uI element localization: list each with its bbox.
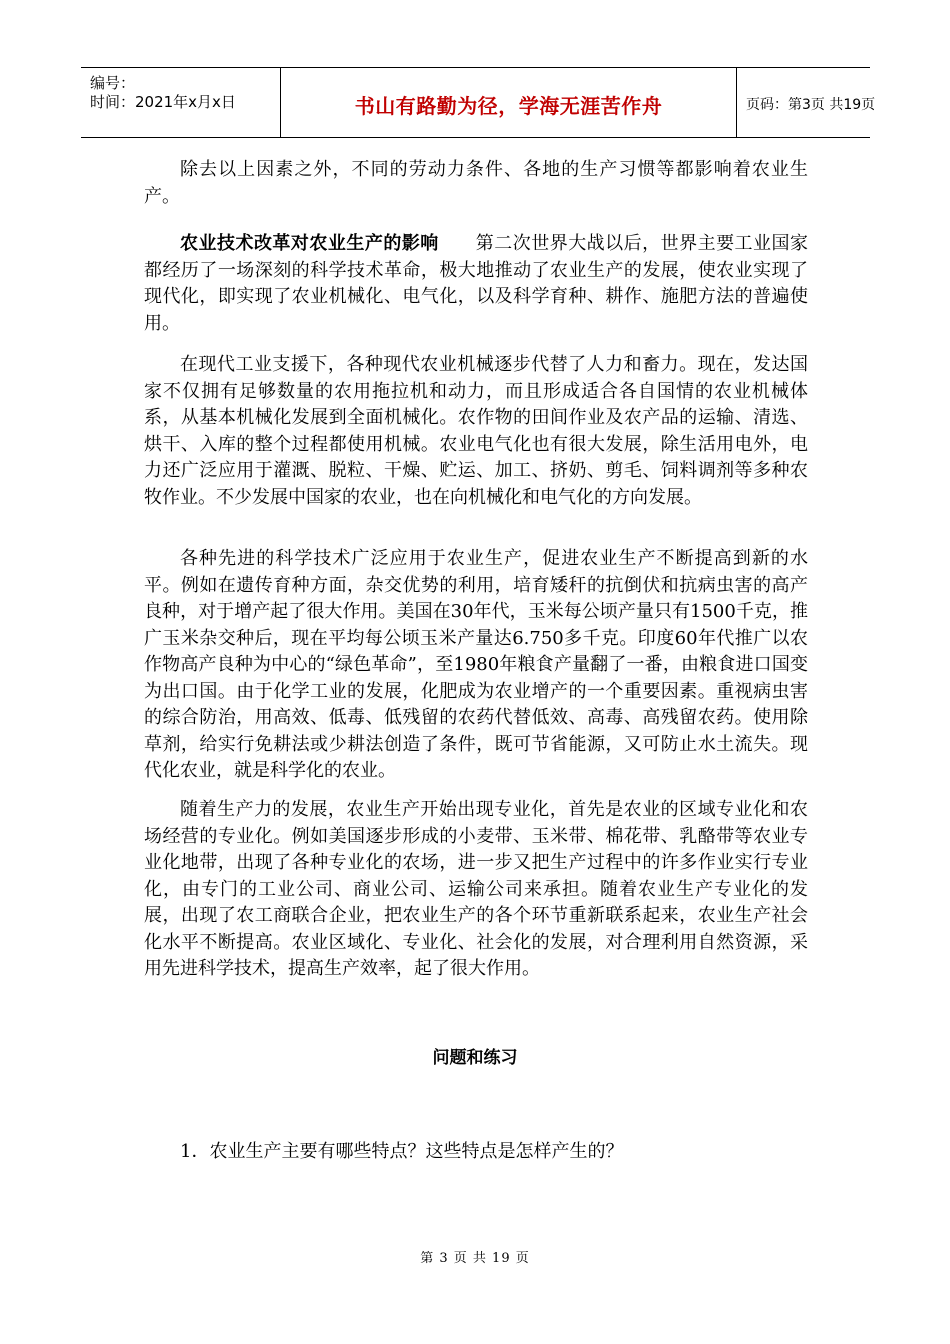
header-table	[81, 67, 876, 138]
inline-heading-tech-reform: 农业技术改革对农业生产的影响	[180, 233, 439, 254]
header-info-cell	[81, 68, 281, 137]
paragraph-tech-reform	[144, 231, 808, 337]
document-date-label: 时间：2021年x月x日	[90, 93, 236, 111]
motto-text: 书山有路勤为径，学海无涯苦作舟	[354, 94, 663, 118]
paragraph-science-tech: 各种先进的科学技术广泛应用于农业生产，促进农业生产不断提高到新的水平。例如在遗传育种方面，杂交优势的利用，培育矮秆的抗倒伏和抗病虫害的高产良种，对于增产起了很大作用。美国在30年代，玉米每公顷产量只有1500千克，推广玉米杂交种后，现在平均每公顷玉米产量达6.750多千克。印度60年代推广以农作物高产良种为中心的“绿色革命”，至1980年粮食产量翻了一番，由粮食进口国变为出口国。由于化学工业的发展，化肥成为农业增产的一个重要因素。重视病虫害的综合防治，用高效、低毒、低残留的农药代替低效、高毒、高残留农药。使用除草剂，给实行免耕法或少耕法创造了条件，既可节省能源，又可防止水土流失。现代化农业，就是科学化的农业。	[144, 548, 808, 781]
question-1: 1．农业生产主要有哪些特点？这些特点是怎样产生的？	[180, 1141, 624, 1162]
section-title: 问题和练习	[432, 1048, 518, 1068]
footer-page-number: 第 3 页 共 19 页	[420, 1251, 530, 1266]
header-page-number: 页码：第3页 共19页	[746, 97, 876, 113]
paragraph-mechanization: 在现代工业支援下，各种现代农业机械逐步代替了人力和畜力。现在，发达国家不仅拥有足够数量的农用拖拉机和动力，而且形成适合各自国情的农业机械体系，从基本机械化发展到全面机械化。农作物的田间作业及农产品的运输、清选、烘干、入库的整个过程都使用机械。农业电气化也有很大发展，除生活用电外，电力还广泛应用于灌溉、脱粒、干燥、贮运、加工、挤奶、剪毛、饲料调剂等多种农牧作业。不少发展中国家的农业，也在向机械化和电气化的方向发展。	[144, 354, 808, 508]
paragraph-specialization: 随着生产力的发展，农业生产开始出现专业化，首先是农业的区域专业化和农场经营的专业化。例如美国逐步形成的小麦带、玉米带、棉花带、乳酪带等农业专业化地带，出现了各种专业化的农场，进一步又把生产过程中的许多作业实行专业化，由专门的工业公司、商业公司、运输公司来承担。随着农业生产专业化的发展，出现了农工商联合企业，把农业生产的各个环节重新联系起来，农业生产社会化水平不断提高。农业区域化、专业化、社会化的发展，对合理利用自然资源，采用先进科学技术，提高生产效率，起了很大作用。	[144, 799, 808, 979]
header-motto-cell	[281, 68, 737, 137]
header-page-cell	[737, 68, 876, 137]
paragraph-other-factors: 除去以上因素之外，不同的劳动力条件、各地的生产习惯等都影响着农业生产。	[144, 159, 808, 207]
tech-reform-text: 第二次世界大战以后，世界主要工业国家都经历了一场深刻的科学技术革命，极大地推动了农业生产的发展，使农业实现了现代化，即实现了农业机械化、电气化，以及科学育种、耕作、施肥方法的普遍使用。	[144, 233, 809, 334]
document-number-label: 编号：	[90, 74, 136, 92]
